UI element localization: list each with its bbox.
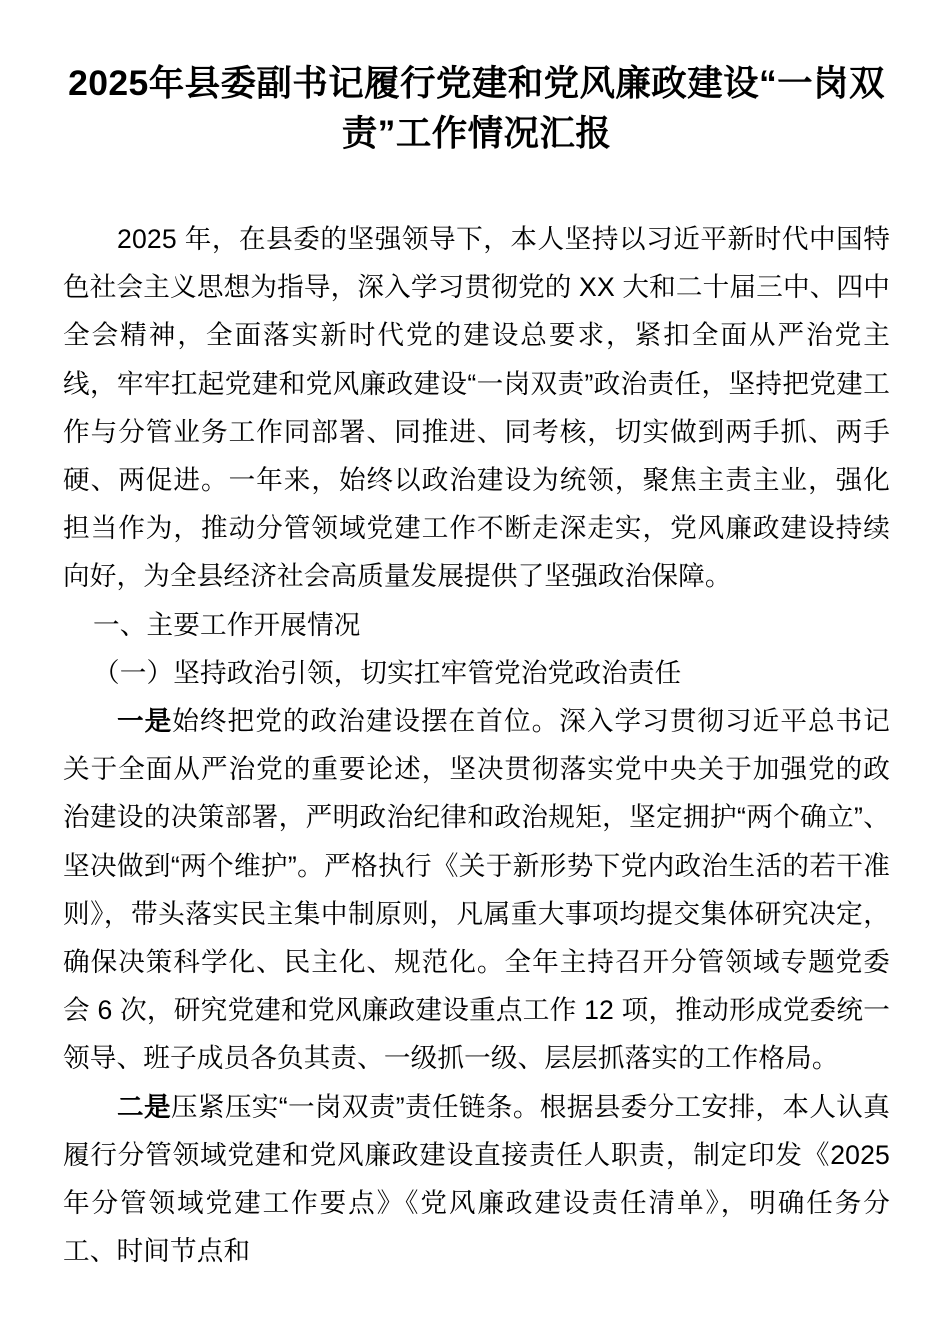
section-heading-1: 一、主要工作开展情况 xyxy=(93,609,361,640)
page-title: 2025年县委副书记履行党建和党风廉政建设“一岗双责”工作情况汇报 xyxy=(68,63,885,153)
section-subheading-1-1: （一）坚持政治引领，切实扛牢管党治党政治责任 xyxy=(93,657,682,688)
point-2-text: 压紧压实“一岗双责”责任链条。根据县委分工安排，本人认真履行分管领域党建和党风廉政建设直接责任人职责，制定印发《2025 年分管领域党建工作要点》《党风廉政建设责任清单》，明确任务分工、时间节点和 xyxy=(63,1091,890,1267)
point-paragraph-2 xyxy=(63,1083,890,1276)
point-paragraph-1 xyxy=(63,697,890,1083)
point-1-label: 一是 xyxy=(117,706,173,737)
point-1-text: 始终把党的政治建设摆在首位。深入学习贯彻习近平总书记关于全面从严治党的重要论述，坚决贯彻落实党中央关于加强党的政治建设的决策部署，严明政治纪律和政治规矩，坚定拥护“两个确立”、坚决做到“两个维护”。严格执行《关于新形势下党内政治生活的若干准则》，带头落实民主集中制原则，凡属重大事项均提交集体研究决定，确保决策科学化、民主化、规范化。全年主持召开分管领域专题党委会 6 次，研究党建和党风廉政建设重点工作 12 项，推动形成党委统一领导、班子成员各负其责、一级抓一级、层层抓落实的工作格局。 xyxy=(63,706,890,1074)
opening-paragraph: 2025 年，在县委的坚强领导下，本人坚持以习近平新时代中国特色社会主义思想为指导，深入学习贯彻党的 XX 大和二十届三中、四中全会精神，全面落实新时代党的建设总要求，紧扣全面从严治党主线，牢牢扛起党建和党风廉政建设“一岗双责”政治责任，坚持把党建工作与分管业务工作同部署、同推进、同考核，切实做到两手抓、两手硬、两促进。一年来，始终以政治建设为统领，聚焦主责主业，强化担当作为，推动分管领域党建工作不断走深走实，党风廉政建设持续向好，为全县经济社会高质量发展提供了坚强政治保障。 xyxy=(63,224,890,592)
document-body xyxy=(63,158,890,1275)
point-2-label: 二是 xyxy=(117,1091,171,1122)
document-content-area xyxy=(63,0,890,1275)
